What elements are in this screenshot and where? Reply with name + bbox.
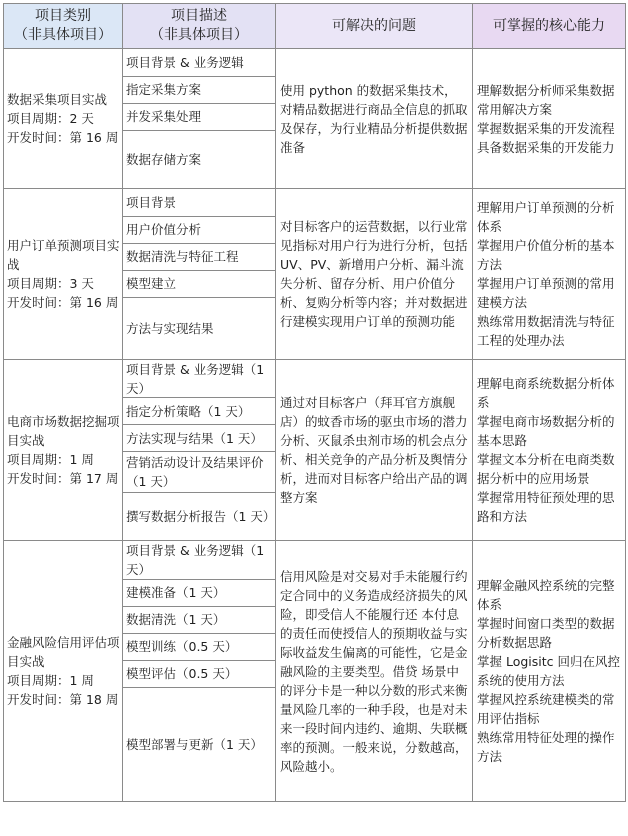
description-item: 建模准备（1 天）	[123, 580, 275, 607]
skill-item: 掌握常用特征预处理的思路和方法	[477, 490, 615, 524]
category-cell	[4, 189, 123, 360]
skills-cell	[473, 49, 626, 189]
skill-item: 理解用户订单预测的分析体系	[477, 200, 615, 234]
skill-item: 理解金融风控系统的完整体系	[477, 578, 615, 612]
description-item: 方法与实现结果	[126, 320, 214, 336]
skill-item: 熟练常用数据清洗与特征工程的处理办法	[477, 314, 615, 348]
category-title: 用户订单预测项目实战	[7, 238, 120, 272]
description-item: 项目背景	[123, 190, 275, 217]
description-cell	[123, 49, 276, 189]
header-description	[123, 4, 276, 49]
description-item: 用户价值分析	[123, 217, 275, 244]
description-item: 数据存储方案	[126, 151, 202, 167]
header-category	[4, 4, 123, 49]
table-row	[4, 541, 626, 802]
category-period: 项目周期：1 周	[7, 452, 94, 467]
header-description-line2: （非具体项目）	[150, 27, 248, 43]
skill-item: 掌握用户价值分析的基本方法	[477, 238, 615, 272]
description-item: 指定分析策略（1 天）	[123, 398, 275, 425]
category-title: 电商市场数据挖掘项目实战	[7, 414, 120, 448]
category-dev-time: 开发时间：第 18 周	[7, 692, 119, 707]
skills-cell	[473, 189, 626, 360]
problem-cell: 通过对目标客户（拜耳官方旗舰店）的蚊香市场的驱虫市场的潜力分析、灭鼠杀虫剂市场的机会点分析、相关竞争的产品分析及舆情分析，进而对目标客户给出产品的调整方案	[276, 360, 473, 541]
header-row	[4, 4, 626, 49]
table-row	[4, 360, 626, 541]
description-item: 指定采集方案	[123, 77, 275, 104]
description-cell	[123, 360, 276, 541]
category-title: 金融风险信用评估项目实战	[7, 635, 120, 669]
header-category-line1: 项目类别	[35, 8, 91, 24]
skill-item: 掌握电商市场数据分析的基本思路	[477, 414, 615, 448]
problem-cell: 使用 python 的数据采集技术，对精品数据进行商品全信息的抓取及保存，为行业精品分析提供数据准备	[276, 49, 473, 189]
description-item: 模型评估（0.5 天）	[123, 661, 275, 688]
category-cell	[4, 49, 123, 189]
skill-item: 掌握数据采集的开发流程具备数据采集的开发能力	[477, 120, 615, 155]
description-item: 模型部署与更新（1 天）	[126, 736, 263, 752]
category-dev-time: 开发时间：第 16 周	[7, 295, 119, 310]
category-dev-time: 开发时间：第 17 周	[7, 471, 119, 486]
skill-item: 掌握时间窗口类型的数据分析数据思路	[477, 616, 615, 650]
category-period: 项目周期：2 天	[7, 111, 94, 126]
course-table-wrapper	[3, 3, 625, 799]
description-cell	[123, 541, 276, 802]
header-skills	[473, 4, 626, 49]
project-table	[3, 3, 626, 802]
skills-cell	[473, 541, 626, 802]
description-item: 撰写数据分析报告（1 天）	[126, 509, 276, 524]
category-period: 项目周期：1 周	[7, 673, 94, 688]
category-cell	[4, 360, 123, 541]
description-item: 项目背景 & 业务逻辑（1 天）	[123, 360, 275, 398]
skill-item: 理解数据分析师采集数据常用解决方案	[477, 82, 615, 117]
description-item: 数据清洗（1 天）	[123, 607, 275, 634]
description-item: 营销活动设计及结果评价（1 天）	[123, 452, 275, 493]
category-title: 数据采集项目实战	[7, 92, 108, 107]
skills-cell	[473, 360, 626, 541]
header-description-line1: 项目描述	[171, 8, 227, 24]
header-problem	[276, 4, 473, 49]
header-problem-label: 可解决的问题	[332, 17, 416, 34]
skill-item: 掌握风控系统建模类的常用评估指标	[477, 692, 615, 726]
description-item: 模型建立	[123, 271, 275, 298]
skill-item: 掌握 Logisitc 回归在风控系统的使用方法	[477, 654, 621, 688]
table-row	[4, 49, 626, 189]
description-item: 并发采集处理	[123, 104, 275, 131]
description-item: 项目背景 & 业务逻辑	[123, 50, 275, 77]
category-period: 项目周期：3 天	[7, 276, 94, 291]
description-item: 方法实现与结果（1 天）	[123, 425, 275, 452]
skill-item: 熟练常用特征处理的操作方法	[477, 730, 615, 764]
header-category-line2: （非具体项目）	[14, 27, 112, 43]
description-item: 项目背景 & 业务逻辑（1 天）	[123, 542, 275, 580]
skill-item: 掌握文本分析在电商类数据分析中的应用场景	[477, 452, 615, 486]
problem-cell: 信用风险是对交易对手未能履行约定合同中的义务造成经济损失的风险，即受信人不能履行还 本付息的责任而使授信人的预期收益与实际收益发生偏离的可能性，它是金融风险的主要类型。借贷 场景中的评分卡是一种以分数的形式来衡量风险几率的一种手段，也是对未来一段时间内违约、逾期、失联概率的预测。一般来说，分数越高，风险越小。	[276, 541, 473, 802]
description-item: 数据清洗与特征工程	[123, 244, 275, 271]
category-cell	[4, 541, 123, 802]
category-dev-time: 开发时间：第 16 周	[7, 130, 119, 145]
skill-item: 掌握用户订单预测的常用建模方法	[477, 276, 615, 310]
skill-item: 理解电商系统数据分析体系	[477, 376, 615, 410]
problem-cell: 对目标客户的运营数据，以行业常见指标对用户行为进行分析，包括 UV、PV、新增用户分析、漏斗流失分析、留存分析、用户价值分析、复购分析等内容；并对数据进行建模实现用户订单的预测功能	[276, 189, 473, 360]
table-row	[4, 189, 626, 360]
header-skills-label: 可掌握的核心能力	[493, 17, 605, 34]
description-item: 模型训练（0.5 天）	[123, 634, 275, 661]
description-cell	[123, 189, 276, 360]
